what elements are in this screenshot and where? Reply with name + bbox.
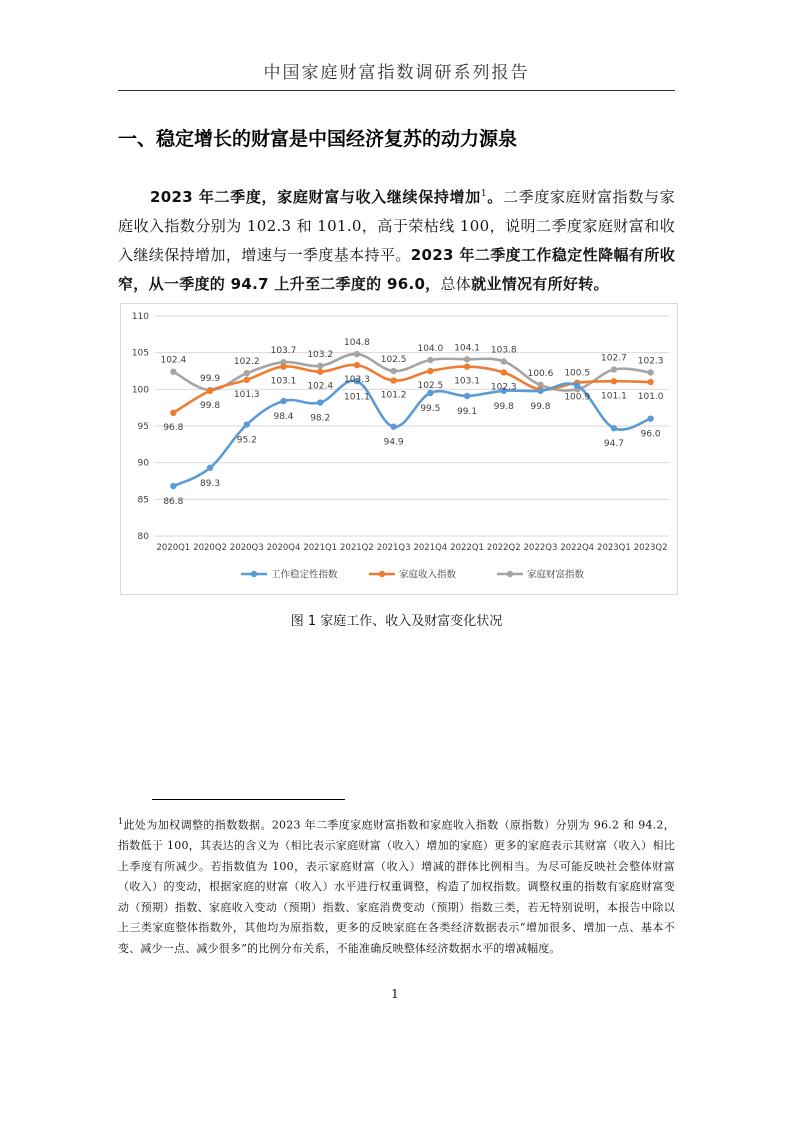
paragraph-normal-text-2: 总体 [440,275,472,293]
data-label: 104.0 [417,344,444,354]
series-point-0 [464,393,470,399]
series-point-2 [501,358,507,364]
y-tick-label: 100 [131,385,149,396]
x-tick-label: 2020Q2 [193,543,227,553]
x-tick-label: 2023Q1 [597,543,631,553]
line-chart [120,303,678,595]
series-point-0 [207,465,213,471]
x-tick-label: 2021Q4 [413,543,448,553]
x-tick-label: 2021Q1 [303,543,338,553]
footnote-text: 此处为加权调整的指数数据。2023 年二季度家庭财富指数和家庭收入指数（原指数）分别为 96.2 和 94.2，指数低于 100，其表达的含义为（相比表示家庭财富（收入）增加的家庭）更多的家庭表示其财富（收入）相比上季度有所减少。若指数值为 100，表示家庭财富（收入）增减的群体比例相当。为尽可能反映社会整体财富（收入）的变动，根据家庭的财富（收入）水平进行权重调整，构造了加权指数。调整权重的指数有家庭财富变动（预期）指数、家庭收入变动（预期）指数、家庭消费变动（预期）指数三类，若无特别说明，本报告中除以上三类家庭整体指数外，其他均为原指数，更多的反映家庭在各类经济数据表示“增加很多、增加一点、基本不变、减少一点、减少很多”的比例分布关系，不能准确反映整体经济数据水平的增减幅度。 [118,818,675,955]
data-label: 102.5 [417,381,444,391]
x-tick-label: 2020Q4 [266,543,301,553]
data-label: 104.8 [344,338,370,349]
series-point-1 [207,388,213,394]
x-tick-label: 2022Q1 [450,543,484,553]
data-label: 103.1 [270,376,297,387]
data-label: 102.5 [380,355,407,365]
paragraph-punct: 。 [486,188,503,206]
data-label: 101.2 [380,390,407,401]
header-divider [118,90,675,91]
section-title: 一、稳定增长的财富是中国经济复苏的动力源泉 [118,128,518,150]
page-number: 1 [391,987,399,1001]
data-label: 99.1 [457,406,478,417]
paragraph-normal-text: 二季度家庭财富指数与家庭收入指数分别为 102.3 和 101.0，高于荣枯线 100，说明二季度家庭财富和收入继续保持增加，增速与一季度基本持平。 [118,188,675,264]
series-point-1 [464,363,470,369]
data-label: 101.1 [601,391,627,402]
legend-marker [507,571,513,577]
data-label: 101.3 [233,389,260,400]
data-label: 102.3 [490,382,517,393]
data-label: 99.8 [493,401,514,412]
series-point-2 [427,357,433,363]
series-point-2 [317,363,323,369]
y-tick-label: 85 [137,495,149,506]
data-label: 102.4 [160,355,187,366]
data-label: 100.6 [527,368,554,379]
series-point-2 [390,368,396,374]
footnote [118,812,675,959]
series-point-1 [170,410,176,416]
paragraph-bold-lead: 2023 年二季度，家庭财富与收入继续保持增加 [150,188,481,206]
series-point-0 [611,425,617,431]
footnote-mark: 1 [118,817,124,826]
data-label: 99.8 [200,400,221,411]
data-label: 96.8 [163,422,184,433]
data-label: 98.2 [310,413,331,424]
legend-label: 家庭财富指数 [527,569,585,581]
data-label: 86.8 [163,497,184,508]
data-label: 94.9 [383,437,404,448]
data-label: 89.3 [200,478,221,489]
paragraph-bold-conclusion: 就业情况有所好转。 [471,275,609,293]
data-label: 103.7 [270,346,297,357]
series-point-1 [317,369,323,375]
paragraph-bold-employment: 2023 年二季度工作稳定性降幅有所收窄，从一季度的 94.7 上升至二季度的 96.0， [118,246,676,293]
figure-caption: 图 1 家庭工作、收入及财富变化状况 [290,614,503,629]
series-point-1 [354,362,360,368]
series-point-2 [464,356,470,362]
series-point-2 [354,351,360,357]
data-label: 103.2 [307,349,334,360]
series-point-1 [244,377,250,383]
data-label: 102.4 [307,381,334,392]
x-tick-label: 2021Q3 [376,543,411,553]
series-point-1 [390,377,396,383]
data-label: 103.8 [490,345,517,356]
legend-marker [379,571,385,577]
data-label: 103.3 [344,375,370,386]
series-point-1 [501,369,507,375]
x-tick-label: 2021Q2 [340,543,374,553]
y-tick-label: 95 [137,422,149,432]
x-tick-label: 2020Q1 [156,543,191,553]
y-tick-label: 105 [131,348,149,359]
x-tick-label: 2022Q2 [486,543,521,553]
series-point-0 [280,398,286,404]
series-point-0 [244,421,250,427]
data-label: 104.1 [454,343,480,354]
series-point-0 [537,388,543,394]
series-point-0 [170,483,176,489]
legend-label: 家庭收入指数 [399,569,457,581]
data-label: 102.2 [233,357,260,368]
series-point-2 [170,369,176,375]
series-point-2 [647,369,653,375]
body-paragraph [118,180,675,299]
series-point-0 [390,424,396,430]
data-label: 99.5 [420,404,441,414]
data-label: 99.8 [530,401,551,412]
page-header: 中国家庭财富指数调研系列报告 [263,63,530,83]
series-point-1 [280,363,286,369]
series-point-1 [647,379,653,385]
x-tick-label: 2022Q4 [560,543,595,553]
data-label: 101.0 [637,392,664,402]
data-label: 99.9 [200,374,221,385]
chart-svg [121,304,677,594]
legend-label: 工作稳定性指数 [271,569,338,581]
series-point-0 [647,415,653,421]
x-tick-label: 2020Q3 [229,543,264,553]
data-label: 102.3 [637,356,664,367]
footnote-reference[interactable]: 1 [480,189,487,199]
data-label: 95.2 [236,435,257,446]
y-tick-label: 80 [137,532,149,542]
series-point-2 [611,366,617,372]
data-label: 96.0 [640,429,661,440]
data-label: 94.7 [603,439,624,450]
x-tick-label: 2023Q2 [633,543,668,553]
x-tick-label: 2022Q3 [523,543,558,553]
data-label: 100.9 [564,392,591,403]
data-label: 100.5 [564,368,591,379]
data-label: 101.1 [344,392,370,403]
data-label: 98.4 [273,412,294,423]
footnote-divider [152,799,345,800]
y-tick-label: 110 [131,312,149,322]
series-point-0 [574,382,580,388]
series-point-1 [611,378,617,384]
series-point-0 [317,399,323,405]
data-label: 102.7 [601,353,627,364]
data-label: 103.1 [454,376,480,387]
series-point-1 [427,368,433,374]
y-tick-label: 90 [137,458,149,469]
legend-marker [251,571,257,577]
series-point-2 [244,370,250,376]
